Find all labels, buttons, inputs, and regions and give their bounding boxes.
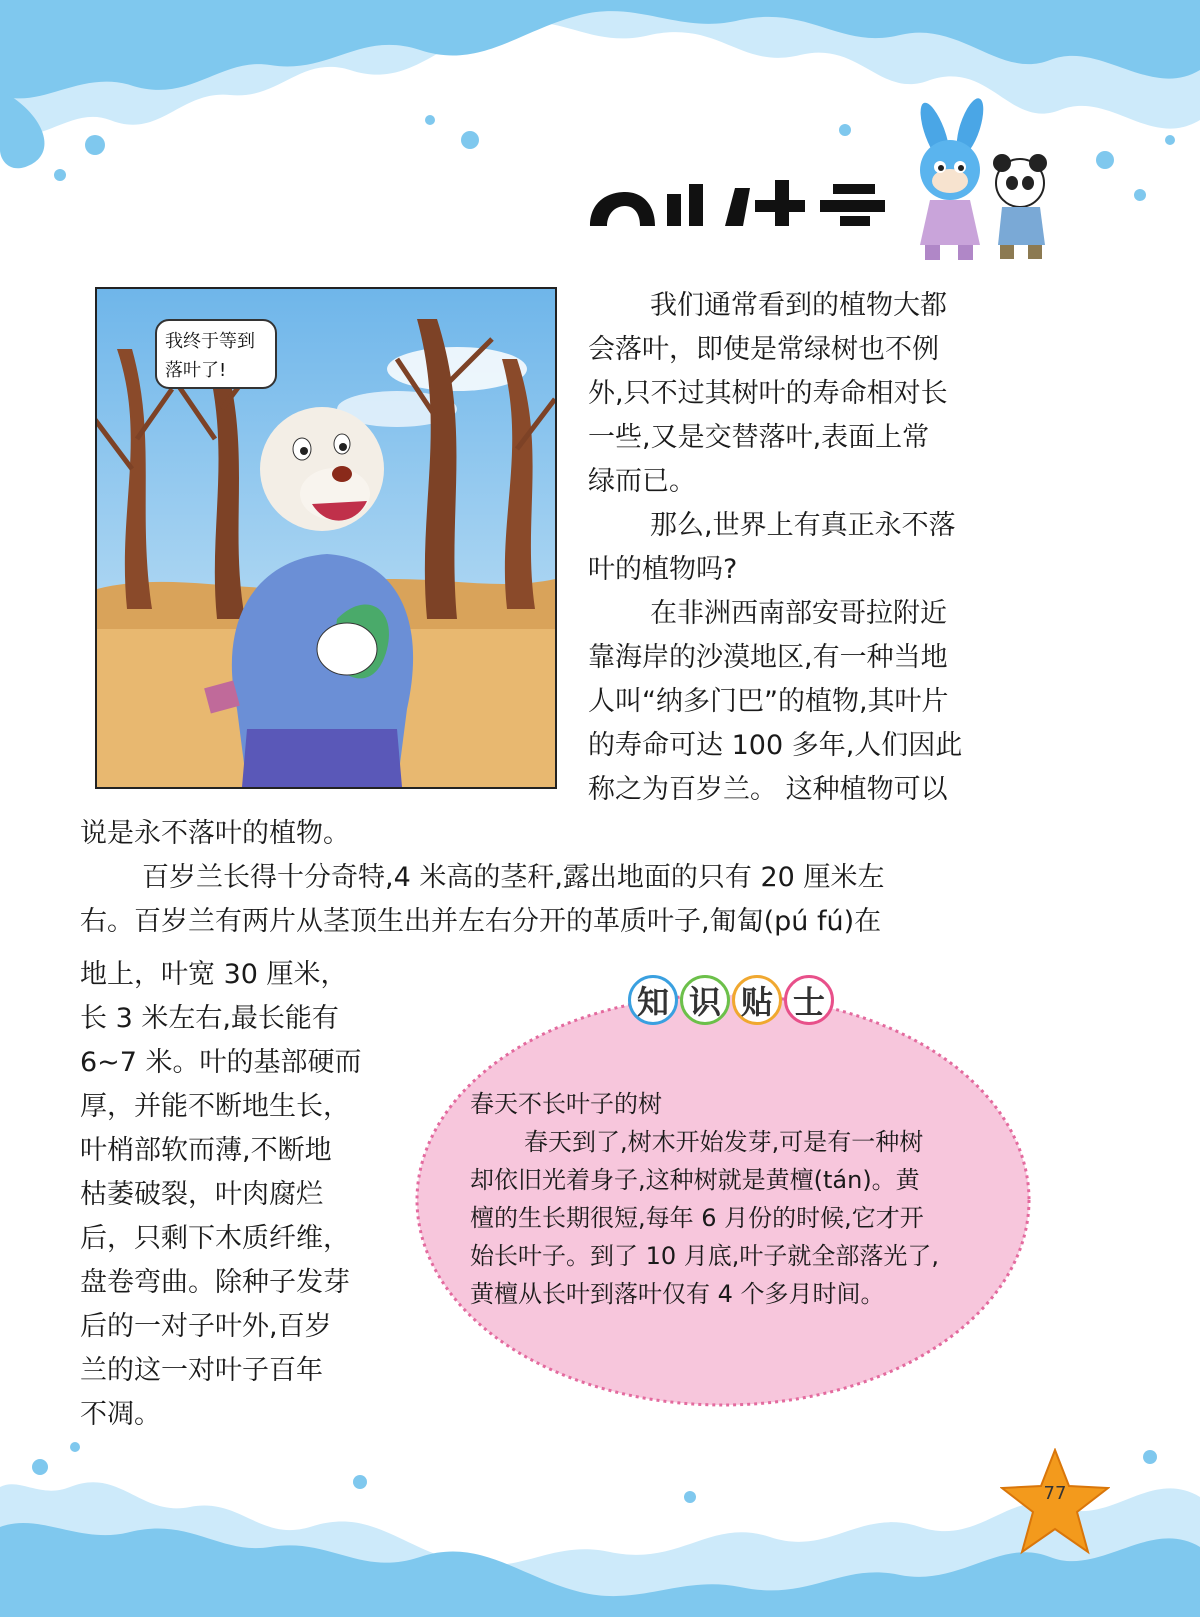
mascot-characters	[890, 95, 1065, 265]
tip-heading: 春天不长叶子的树	[470, 1090, 662, 1118]
article-line: 叶的植物吗?	[588, 554, 738, 585]
article-left-column	[80, 953, 396, 1437]
article-line: 不凋。	[80, 1399, 161, 1430]
tip-line: 檀的生长期很短,每年 6 月份的时候,它才开	[470, 1204, 924, 1232]
article-line: 外,只不过其树叶的寿命相对长	[588, 378, 948, 409]
article-line: 会落叶，即使是常绿树也不例	[588, 334, 939, 365]
speech-bubble-line: 我终于等到	[165, 331, 255, 352]
article-line: 叶梢部软而薄,不断地	[80, 1135, 332, 1166]
article-line: 右。百岁兰有两片从茎顶生出并左右分开的革质叶子,匍匐(pú fú)在	[80, 906, 882, 937]
article-line: 在非洲西南部安哥拉附近	[650, 598, 947, 629]
article-line: 盘卷弯曲。除种子发芽	[80, 1267, 350, 1298]
article-line: 一些,又是交替落叶,表面上常	[588, 422, 930, 453]
article-line: 绿而已。	[588, 466, 696, 497]
tip-line: 春天到了,树木开始发芽,可是有一种树	[524, 1128, 924, 1156]
article-full-width	[80, 812, 1034, 944]
article-line: 厚，并能不断地生长，	[80, 1091, 350, 1122]
speech-bubble-line: 落叶了!	[165, 360, 227, 381]
article-line: 说是永不落叶的植物。	[80, 818, 350, 849]
tip-title-char: 知	[628, 975, 678, 1025]
article-line: 6~7 米。叶的基部硬而	[80, 1047, 362, 1078]
article-line: 百岁兰长得十分奇特,4 米高的茎秆,露出地面的只有 20 厘米左	[142, 862, 885, 893]
tip-title-char: 识	[680, 975, 730, 1025]
article-line: 我们通常看到的植物大都	[650, 290, 947, 321]
article-line: 人叫“纳多门巴”的植物,其叶片	[588, 686, 949, 717]
tip-title-char: 士	[784, 975, 834, 1025]
tip-line: 黄檀从长叶到落叶仅有 4 个多月时间。	[470, 1280, 885, 1308]
article-line: 长 3 米左右,最长能有	[80, 1003, 339, 1034]
article-line: 后的一对子叶外,百岁	[80, 1311, 332, 1342]
article-right-column	[588, 284, 1034, 812]
article-line: 的寿命可达 100 多年,人们因此	[588, 730, 963, 761]
article-line: 靠海岸的沙漠地区,有一种当地	[588, 642, 948, 673]
speech-bubble	[155, 319, 277, 389]
article-line: 枯萎破裂，叶肉腐烂	[80, 1179, 323, 1210]
tip-line: 却依旧光着身子,这种树就是黄檀(tán)。黄	[470, 1166, 920, 1194]
article-line: 兰的这一对叶子百年	[80, 1355, 323, 1386]
tip-title-char: 贴	[732, 975, 782, 1025]
header-title-graphic	[585, 170, 895, 226]
article-line: 后，只剩下木质纤维，	[80, 1223, 350, 1254]
article-line: 那么,世界上有真正永不落	[650, 510, 956, 541]
cartoon-illustration	[95, 287, 557, 789]
article-line: 称之为百岁兰。 这种植物可以	[588, 774, 948, 805]
tip-box-title	[628, 975, 834, 1031]
tip-box-content	[470, 1085, 1010, 1313]
article-line: 地上，叶宽 30 厘米，	[80, 959, 348, 990]
tip-line: 始长叶子。到了 10 月底,叶子就全部落光了,	[470, 1242, 940, 1270]
page-number: 77	[1043, 1483, 1067, 1504]
